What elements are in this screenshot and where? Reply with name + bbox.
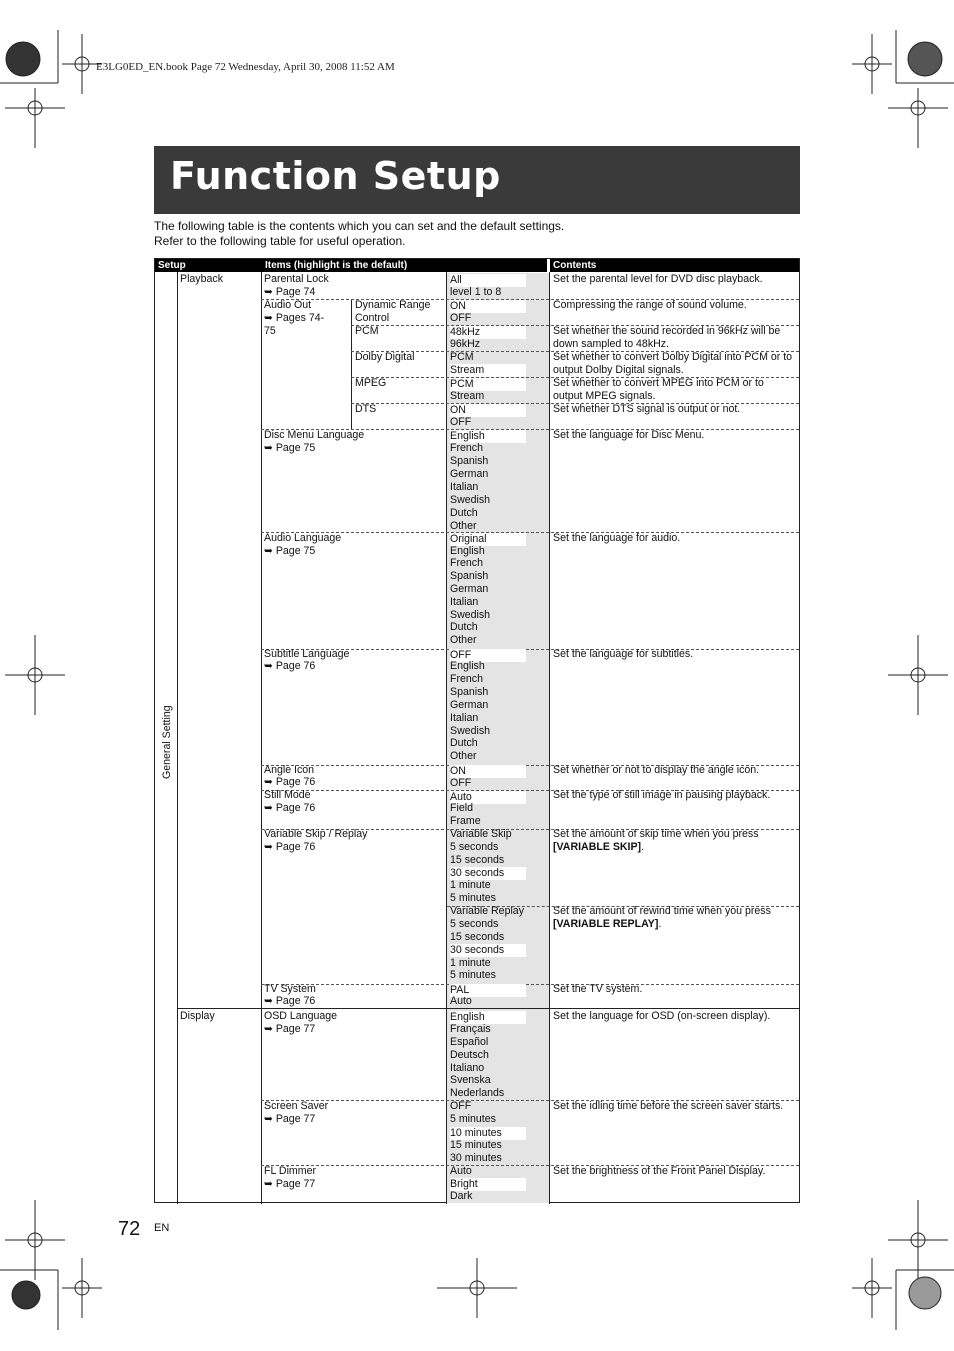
intro-line-2: Refer to the following table for useful operation. <box>154 234 406 248</box>
intro-line-1: The following table is the contents which you can set and the default settings. <box>154 219 565 233</box>
option: Original <box>450 533 526 546</box>
option: French <box>450 557 483 569</box>
option: Español <box>450 1036 489 1048</box>
ref-audio-out: ➥ Pages 74- <box>264 312 325 324</box>
ref-angle-icon: ➥ Page 76 <box>264 776 316 788</box>
option: 15 minutes <box>450 1139 502 1151</box>
arrow-icon: ➥ <box>264 1113 273 1125</box>
option: Auto <box>450 1165 472 1177</box>
option: OFF <box>450 416 472 428</box>
contents-pcm: Set whether the sound recorded in 96kHz will be down sampled to 48kHz. <box>553 325 781 350</box>
option: Other <box>450 520 477 532</box>
option: PCM <box>450 351 474 363</box>
option: Italiano <box>450 1062 485 1074</box>
item-audio-out: Audio Out <box>264 299 312 311</box>
settings-table <box>154 258 800 1203</box>
arrow-icon: ➥ <box>264 442 273 454</box>
item-parental-lock: Parental Lock <box>264 273 329 285</box>
option: Field <box>450 802 473 814</box>
sub-dynamic-range: Dynamic Range <box>355 299 431 311</box>
contents-screen-saver: Set the idling time before the screen saver starts. <box>553 1100 784 1112</box>
contents-mpeg: Set whether to convert MPEG into PCM or to output MPEG signals. <box>553 377 764 402</box>
option: Dutch <box>450 737 478 749</box>
sub-mpeg: MPEG <box>355 377 387 389</box>
ref-fl-dimmer: ➥ Page 77 <box>264 1178 316 1190</box>
title-banner <box>154 146 800 214</box>
option: 96kHz <box>450 338 481 350</box>
arrow-icon: ➥ <box>264 776 273 788</box>
contents-dolby-digital: Set whether to convert Dolby Digital into PCM or to output Dolby Digital signals. <box>553 351 793 376</box>
arrow-icon: ➥ <box>264 545 273 557</box>
option: German <box>450 583 489 595</box>
arrow-icon: ➥ <box>264 995 273 1007</box>
sub-dts: DTS <box>355 403 377 415</box>
contents-parental-lock: Set the parental level for DVD disc playback. <box>553 273 763 285</box>
option: OFF <box>450 777 472 789</box>
option: Auto <box>450 791 526 804</box>
option: Variable Replay <box>450 905 525 917</box>
option: Auto <box>450 995 472 1007</box>
ref-osd-language: ➥ Page 77 <box>264 1023 316 1035</box>
option: 48kHz <box>450 326 526 339</box>
option: 15 seconds <box>450 854 505 866</box>
option: 1 minute <box>450 879 491 891</box>
option: Swedish <box>450 725 491 737</box>
arrow-icon: ➥ <box>264 286 273 298</box>
contents-still-mode: Set the type of still image in pausing playback. <box>553 789 771 801</box>
option: OFF <box>450 312 472 324</box>
header-contents: Contents <box>550 259 799 272</box>
option: Stream <box>450 364 526 377</box>
option: Italian <box>450 481 479 493</box>
sub-dolby-digital: Dolby Digital <box>355 351 415 363</box>
contents-dynamic-range: Compressing the range of sound volume. <box>553 299 747 311</box>
header-items: Items (highlight is the default) <box>262 259 547 272</box>
option: Italian <box>450 712 479 724</box>
contents-osd-language: Set the language for OSD (on-screen display). <box>553 1010 771 1022</box>
ref-disc-menu-language: ➥ Page 75 <box>264 442 316 454</box>
arrow-icon: ➥ <box>264 312 273 324</box>
option: 5 seconds <box>450 841 499 853</box>
option: ON <box>450 300 526 313</box>
option: 15 seconds <box>450 931 505 943</box>
item-variable-skip-replay: Variable Skip / Replay <box>264 828 368 840</box>
option: 5 minutes <box>450 1113 496 1125</box>
option: Other <box>450 750 477 762</box>
arrow-icon: ➥ <box>264 802 273 814</box>
option: OFF <box>450 1100 472 1112</box>
sub-pcm: PCM <box>355 325 379 337</box>
option: Bright <box>450 1178 526 1191</box>
option: ON <box>450 404 526 417</box>
option: 5 seconds <box>450 918 499 930</box>
contents-variable-replay: Set the amount of rewind time when you press [VARIABLE REPLAY]. <box>553 905 771 930</box>
page-title: Function Setup <box>170 154 501 198</box>
page-number: 72 <box>118 1218 141 1240</box>
header-setup: Setup <box>155 259 262 272</box>
option: English <box>450 545 485 557</box>
option: Frame <box>450 815 481 827</box>
contents-variable-skip: Set the amount of skip time when you press [VARIABLE SKIP]. <box>553 828 759 853</box>
ref-parental-lock: ➥ Page 74 <box>264 286 316 298</box>
ref-audio-out-2: 75 <box>264 325 276 337</box>
ref-audio-language: ➥ Page 75 <box>264 545 316 557</box>
option: English <box>450 430 526 443</box>
option: Italian <box>450 596 479 608</box>
option: German <box>450 699 489 711</box>
category-playback: Playback <box>180 273 223 285</box>
option: 5 minutes <box>450 892 496 904</box>
option: English <box>450 660 485 672</box>
option: Dutch <box>450 621 478 633</box>
file-header: E3LG0ED_EN.book Page 72 Wednesday, April 30, 2008 11:52 AM <box>96 61 395 73</box>
contents-fl-dimmer: Set the brightness of the Front Panel Display. <box>553 1165 766 1177</box>
option: 30 seconds <box>450 944 526 957</box>
option: level 1 to 8 <box>450 286 502 298</box>
option: Stream <box>450 390 485 402</box>
option: PAL <box>450 984 526 997</box>
item-tv-system: TV System <box>264 983 316 995</box>
option: German <box>450 468 489 480</box>
category-display: Display <box>180 1010 215 1022</box>
item-screen-saver: Screen Saver <box>264 1100 329 1112</box>
option: Nederlands <box>450 1087 505 1099</box>
option: French <box>450 442 483 454</box>
item-audio-language: Audio Language <box>264 532 342 544</box>
option: French <box>450 673 483 685</box>
option: ON <box>450 765 526 778</box>
option: PCM <box>450 378 526 391</box>
ref-still-mode: ➥ Page 76 <box>264 802 316 814</box>
item-angle-icon: Angle Icon <box>264 764 315 776</box>
option: 10 minutes <box>450 1127 526 1140</box>
item-disc-menu-language: Disc Menu Language <box>264 429 365 441</box>
item-subtitle-language: Subtitle Language <box>264 648 350 660</box>
contents-disc-menu-language: Set the language for Disc Menu. <box>553 429 705 441</box>
option: 5 minutes <box>450 969 496 981</box>
option: 30 minutes <box>450 1152 502 1164</box>
ref-subtitle-language: ➥ Page 76 <box>264 660 316 672</box>
arrow-icon: ➥ <box>264 1023 273 1035</box>
contents-tv-system: Set the TV system. <box>553 983 643 995</box>
option: Français <box>450 1023 491 1035</box>
sub-dynamic-range-2: Control <box>355 312 390 324</box>
arrow-icon: ➥ <box>264 1178 273 1190</box>
option: Svenska <box>450 1074 491 1086</box>
option: 1 minute <box>450 957 491 969</box>
option: Swedish <box>450 494 491 506</box>
option: Spanish <box>450 455 489 467</box>
contents-angle-icon: Set whether or not to display the angle icon. <box>553 764 760 776</box>
ref-tv-system: ➥ Page 76 <box>264 995 316 1007</box>
page-language: EN <box>154 1222 170 1234</box>
option: Spanish <box>450 570 489 582</box>
option: Deutsch <box>450 1049 489 1061</box>
contents-subtitle-language: Set the language for subtitles. <box>553 648 694 660</box>
group-label: General Setting <box>161 705 173 779</box>
option: OFF <box>450 649 526 662</box>
option: English <box>450 1011 526 1024</box>
option: Swedish <box>450 609 491 621</box>
contents-dts: Set whether DTS signal is output or not. <box>553 403 741 415</box>
option: Spanish <box>450 686 489 698</box>
ref-screen-saver: ➥ Page 77 <box>264 1113 316 1125</box>
option: Variable Skip <box>450 828 512 840</box>
item-still-mode: Still Mode <box>264 789 311 801</box>
option: Dutch <box>450 507 478 519</box>
contents-audio-language: Set the language for audio. <box>553 532 681 544</box>
arrow-icon: ➥ <box>264 660 273 672</box>
option: 30 seconds <box>450 867 526 880</box>
ref-variable-skip-replay: ➥ Page 76 <box>264 841 316 853</box>
option: All <box>450 274 526 287</box>
option: Dark <box>450 1190 473 1202</box>
option: Other <box>450 634 477 646</box>
item-osd-language: OSD Language <box>264 1010 338 1022</box>
item-fl-dimmer: FL Dimmer <box>264 1165 316 1177</box>
arrow-icon: ➥ <box>264 841 273 853</box>
